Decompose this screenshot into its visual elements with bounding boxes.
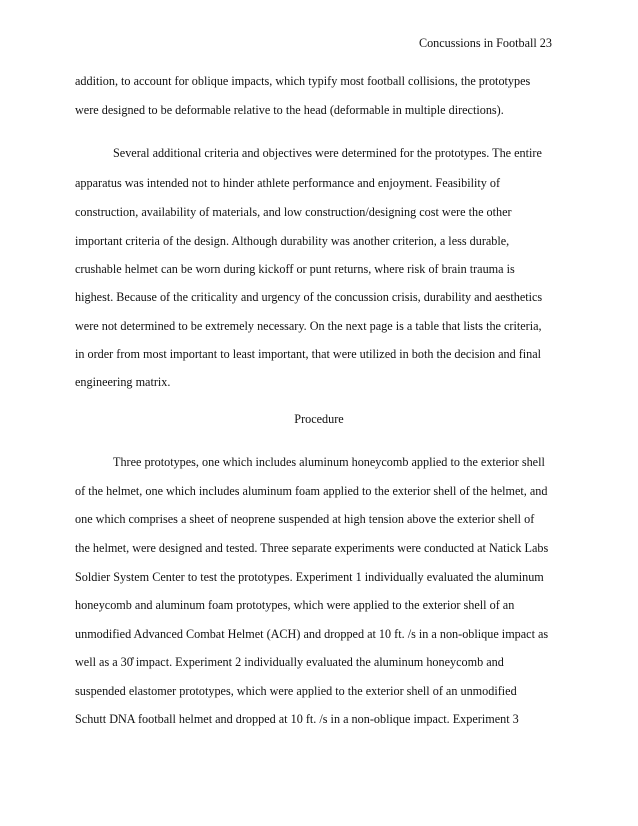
body-line: engineering matrix. (75, 375, 171, 389)
body-line: crushable helmet can be worn during kickoff or punt returns, where risk of brain trauma is (75, 262, 515, 276)
body-line: highest. Because of the criticality and urgency of the concussion crisis, durability and aesthetics (75, 290, 543, 304)
body-line: Soldier System Center to test the prototypes. Experiment 1 individually evaluated the aluminum (75, 570, 544, 584)
body-line: apparatus was intended not to hinder athlete performance and enjoyment. Feasibility of (75, 176, 501, 190)
body-line: honeycomb and aluminum foam prototypes, which were applied to the exterior shell of an (75, 598, 515, 612)
body-line: one which comprises a sheet of neoprene suspended at high tension above the exterior shell of (75, 512, 535, 526)
paragraph-first-line: Three prototypes, one which includes aluminum honeycomb applied to the exterior shell (113, 455, 545, 469)
body-line: construction, availability of materials, and low construction/designing cost were the other (75, 205, 512, 219)
paragraph-first-line: Several additional criteria and objectives were determined for the prototypes. The entire (113, 146, 542, 160)
running-header: Concussions in Football 23 (418, 36, 552, 50)
body-line: Schutt DNA football helmet and dropped at 10 ft. /s in a non-oblique impact. Experiment 3 (75, 712, 519, 726)
body-line: in order from most important to least important, that were utilized in both the decision and final (75, 347, 542, 361)
body-line: suspended elastomer prototypes, which were applied to the exterior shell of an unmodified (75, 684, 517, 698)
body-line: were designed to be deformable relative to the head (deformable in multiple directions). (75, 103, 504, 117)
body-line: were not determined to be extremely necessary. On the next page is a table that lists the criteria, (75, 319, 542, 333)
body-line: addition, to account for oblique impacts, which typify most football collisions, the prototypes (75, 74, 531, 88)
body-line: unmodified Advanced Combat Helmet (ACH) and dropped at 10 ft. /s in a non-oblique impact as (75, 627, 549, 641)
body-line: the helmet, were designed and tested. Three separate experiments were conducted at Natick Labs (75, 541, 549, 555)
body-line: important criteria of the design. Although durability was another criterion, a less durable, (75, 234, 510, 248)
body-line: well as a 30̊ impact. Experiment 2 individually evaluated the aluminum honeycomb and (75, 655, 504, 669)
body-line: of the helmet, one which includes aluminum foam applied to the exterior shell of the helmet, and (75, 484, 548, 498)
section-heading: Procedure (294, 412, 344, 426)
